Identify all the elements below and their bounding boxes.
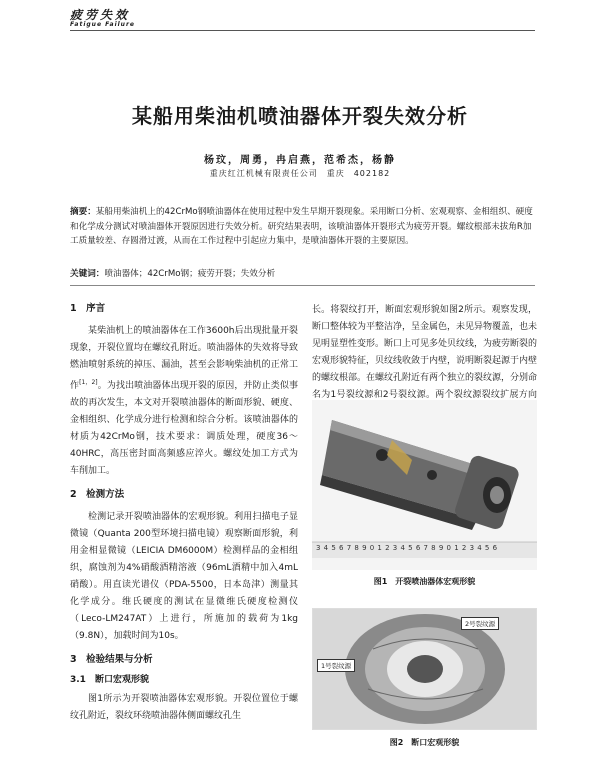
section-1-text-2: 。为找出喷油器体出现开裂的原因，并防止类似事故的再次发生，本文对开裂喷油器体的断面形貌、硬度、金相组织、化学成分进行检测和综合分析。该喷油器体的材质为42CrMo钢，技术要求：调质处理，硬度36～40HRC，高压密封面高频感应淬火。螺纹处加工方式为车削加工。 [70,381,298,476]
figure-1-caption: 图1 开裂喷油器体宏观形貌 [373,577,476,586]
section-3-1-heading: 3.1 断口宏观形貌 [70,675,149,685]
crack-source-1-label: 1号裂纹源 [317,659,355,672]
section-1-text: 某柴油机上的喷油器体在工作3600h后出现批量开裂现象，开裂位置均在螺纹孔附近。喷油器体的失效将导致燃油喷射系统的掉压、漏油，甚至会影响柴油机的正常工作 [70,326,298,391]
header-divider [70,30,535,31]
paper-title: 某船用柴油机喷油器体开裂失效分析 [132,104,468,128]
figure-2-photo [312,608,537,730]
abstract-divider [70,285,535,286]
section-2-body: 检测记录开裂喷油器体的宏观形貌。利用扫描电子显微镜（Quanta 200型环境扫描电镜）观察断面形貌，利用金相显微镜（LEICIA DM6000M）检测样品的金相组织，腐蚀剂为4%硝酸酒精溶液（96mL酒精中加入4mL硝酸）。用直读光谱仪（PDA-5500，日本岛津）测量其化学成分。维氏硬度的测试在显微维氏硬度检测仪（Leco-LM247AT）上进行，所施加的载荷为1kg（9.8N），加载时间为10s。 [70,512,298,641]
citation-ref: [1，2] [79,379,98,386]
abstract-text: 某船用柴油机上的42CrMo钢喷油器体在使用过程中发生早期开裂现象。采用断口分析、宏观观察、金相组织、硬度和化学成分测试对喷油器体开裂原因进行失效分析。研究结果表明，该喷油器体开裂形式为疲劳开裂。螺纹根部未拔角R加工质量较差、存圆滑过渡，从而在工作过程中引起应力集中，是喷油器体开裂的主要原因。 [70,207,533,246]
right-column-paragraph: 长。将裂纹打开，断面宏观形貌如图2所示。观察发现，断口整体较为平整洁净，呈金属色，未见异物覆盖，也未见明显塑性变形。断口上可见多处贝纹线，为疲劳断裂的宏观形貌特征，贝纹线收敛于内壁，说明断裂起源于内壁的螺纹根部。在螺纹孔附近有两个独立的裂纹源，分别命名为1号裂纹源和2号裂纹源。两个裂纹源裂纹扩展方向 [312,305,538,400]
abstract-label: 摘要： [70,207,96,217]
keywords-text: 喷油器体；42CrMo钢；疲劳开裂；失效分析 [104,269,276,279]
author-list: 杨玟，周勇，冉启燕，范希杰，杨静 [204,155,396,166]
section-2-heading: 2 检测方法 [70,489,125,500]
section-1-heading: 1 序言 [70,303,106,314]
figure-2-caption: 图2 断口宏观形貌 [389,738,460,747]
abstract [70,205,535,249]
keywords [70,267,535,281]
section-3-heading: 3 检验结果与分析 [70,654,153,665]
section-3-1-body: 图1所示为开裂喷油器体宏观形貌。开裂位置位于螺纹孔附近，裂纹环绕喷油器体侧面螺纹孔生 [70,694,298,721]
keywords-label: 关键词： [70,269,105,279]
ruler-scale: 3 4 5 6 7 8 9 0 1 2 3 4 5 6 7 8 9 0 1 2 3 4 5 6 [316,544,498,552]
section-1-body [70,323,298,480]
affiliation: 重庆红江机械有限责任公司 重庆 402182 [209,169,391,178]
journal-section-title: 疲劳失效 [70,8,131,22]
journal-section-subtitle: Fatigue Failure [70,21,135,28]
crack-source-2-label: 2号裂纹源 [461,617,499,630]
left-column [70,300,298,725]
figure-1-photo [312,400,537,570]
